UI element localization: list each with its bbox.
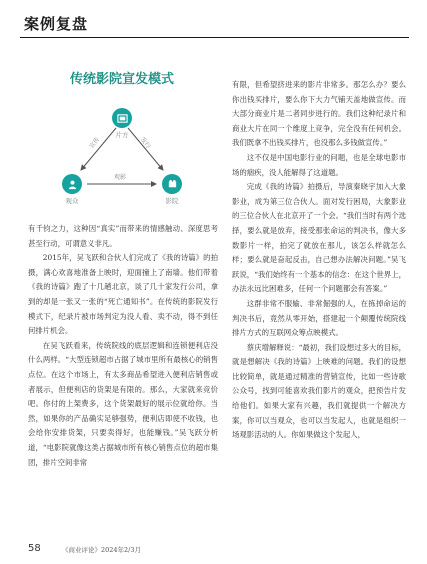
paragraph: 在吴飞跃看来，传统院线的底层逻辑和连锁便利店没什么两样。“大型连锁超市占据了城市里所有最核心的销售点位。在这个市场上，有太多商品希望进入便利店销售或者展示，但便利店的货架是有限的。那么，大家就来竞价吧。你付的上架费多，这个货架最好的展示位就给你。当然，如果你的产品确实足够强势，便利店即使不收钱，也会给你安排货架，只要卖得好，也能赚钱。”吴飞跃分析道，“电影院就像这类占据城市所有核心销售点位的超市集团，排片空间非常 xyxy=(28,340,218,467)
publication-info: 《商业评论》2024年2/3月 xyxy=(62,546,142,554)
header-rule xyxy=(20,37,409,38)
cinema-label: 影院 xyxy=(165,197,179,205)
paragraph: 蔡庆增解释说：“最初，我们设想过多大的目标，就是想解决《我的诗篇》上映难的问题。我们的设想比较简单，就是通过精准的营销宣传，比如一些诗歌公众号，找到可能喜欢我们影片的观众，把预告片发给他们。如果大家有兴趣，我们就提供一个解决方案，你可以当观众，也可以当发起人，也就是组织一场观影活动的人。你如果做这个发起人， xyxy=(232,342,406,440)
film-icon xyxy=(117,113,128,124)
cinema-node xyxy=(162,174,182,194)
audience-label: 观众 xyxy=(65,197,79,205)
film-studio-node xyxy=(112,108,132,128)
section-title: 案例复盘 xyxy=(24,15,89,33)
page-number: 58 xyxy=(28,543,41,554)
left-column xyxy=(28,222,218,470)
paragraph: 有千钧之力，这种因“真实”而带来的情感触动、深度思考甚至行动，可谓意义非凡。 xyxy=(28,224,218,248)
person-icon xyxy=(67,179,78,190)
paragraph: 完成《我的诗篇》拍摄后，导演秦晓宇加入大象影业，成为第三位合伙人。面对发行困局，大象影业的三位合伙人在北京开了一个会。“我们当时有两个选择，要么就是放弃，接受那张命运的判决书，像大多数影片一样，拍完了就放在那儿，该怎么样就怎么样；要么就是奋起反击，自己想办法解决问题。”吴飞跃说，“我们始终有一个基本的信念：在这个世界上，办法永远比困难多，任何一个问题都会有答案。” xyxy=(232,182,406,294)
right-column xyxy=(232,78,406,443)
film-studio-label: 片方 xyxy=(115,131,129,139)
page-header xyxy=(0,0,427,40)
figure-title: 传统影院宣发模式 xyxy=(69,72,174,87)
paragraph: 2015年，吴飞跃和合伙人们完成了《我的诗篇》的拍摄，满心欢喜地准备上映时，迎面撞上了南墙。他们带着《我的诗篇》跑了十几趟北京，谈了几十家发行公司，拿到的却是一张又一张的“死亡通知书”。在传统的影院发行模式下，纪录片被市场判定为没人看、卖不动，得不到任何排片机会。 xyxy=(28,253,218,336)
cinema-icon xyxy=(167,179,178,190)
distribution-model-figure xyxy=(28,62,216,212)
edge-label-viewing: 观影 xyxy=(114,174,127,181)
paragraph: 这群非常不服输、非常倔强的人，在拣掉命运的判决书后，竟然从零开始，搭建起一个颠覆传统院线排片方式的互联网众筹点映模式。 xyxy=(232,298,406,338)
paragraph: 有限，但希望挤进来的影片非常多。那怎么办？要么你出钱买排片，要么你下大力气铺天盖地做宣传。而大部分商业片是二者同步进行的。我们这种纪录片和商业大片在同一个维度上竞争，完全没有任何机会。我们既拿不出钱买排片，也没那么多钱做宣传。” xyxy=(232,80,406,148)
edge-label-promotion: 宣传 xyxy=(88,136,102,151)
audience-node xyxy=(62,174,82,194)
edge-label-distribution: 发行 xyxy=(138,136,152,151)
paragraph: 这不仅是中国电影行业的问题，也是全球电影市场的痼疾，没人能解得了这道题。 xyxy=(232,152,406,177)
